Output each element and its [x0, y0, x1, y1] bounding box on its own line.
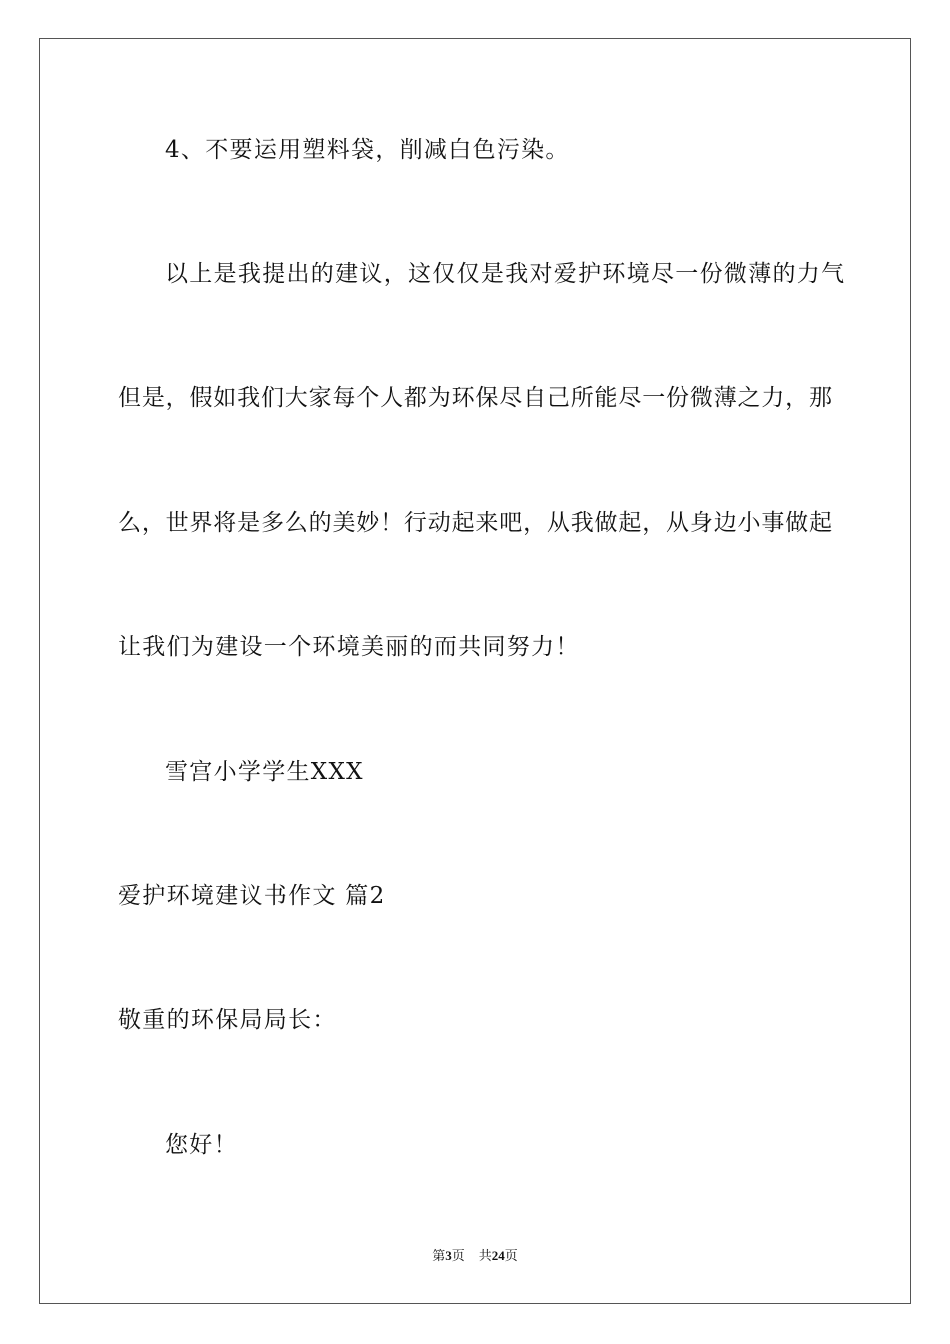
footer-page-number: 3	[445, 1248, 452, 1263]
salutation: 敬重的环保局局长：	[118, 1007, 337, 1033]
footer-total-prefix: 共	[478, 1248, 492, 1263]
footer-total-pages: 24	[491, 1248, 505, 1263]
paragraph-conclusion-line-1: 以上是我提出的建议，这仅仅是我对爱护环境尽一份微薄的力气	[165, 261, 846, 287]
paragraph-conclusion-line-2: 但是，假如我们大家每个人都为环保尽自己所能尽一份微薄之力，那	[118, 385, 832, 411]
signature: 雪宫小学学生XXX	[165, 759, 364, 785]
page-footer	[0, 1248, 950, 1264]
footer-total-suffix: 页	[504, 1248, 518, 1263]
section-heading: 爱护环境建议书作文 篇2	[118, 883, 386, 909]
greeting: 您好！	[165, 1132, 238, 1158]
paragraph-conclusion-line-3: 么，世界将是多么的美妙！行动起来吧，从我做起，从身边小事做起	[118, 510, 832, 536]
page-border	[39, 38, 911, 1304]
paragraph-item-4: 4、不要运用塑料袋，削减白色污染。	[165, 137, 570, 163]
footer-page-suffix: 页	[451, 1248, 465, 1263]
footer-prefix: 第	[432, 1248, 446, 1263]
paragraph-conclusion-line-4: 让我们为建设一个环境美丽的而共同努力！	[118, 634, 580, 660]
